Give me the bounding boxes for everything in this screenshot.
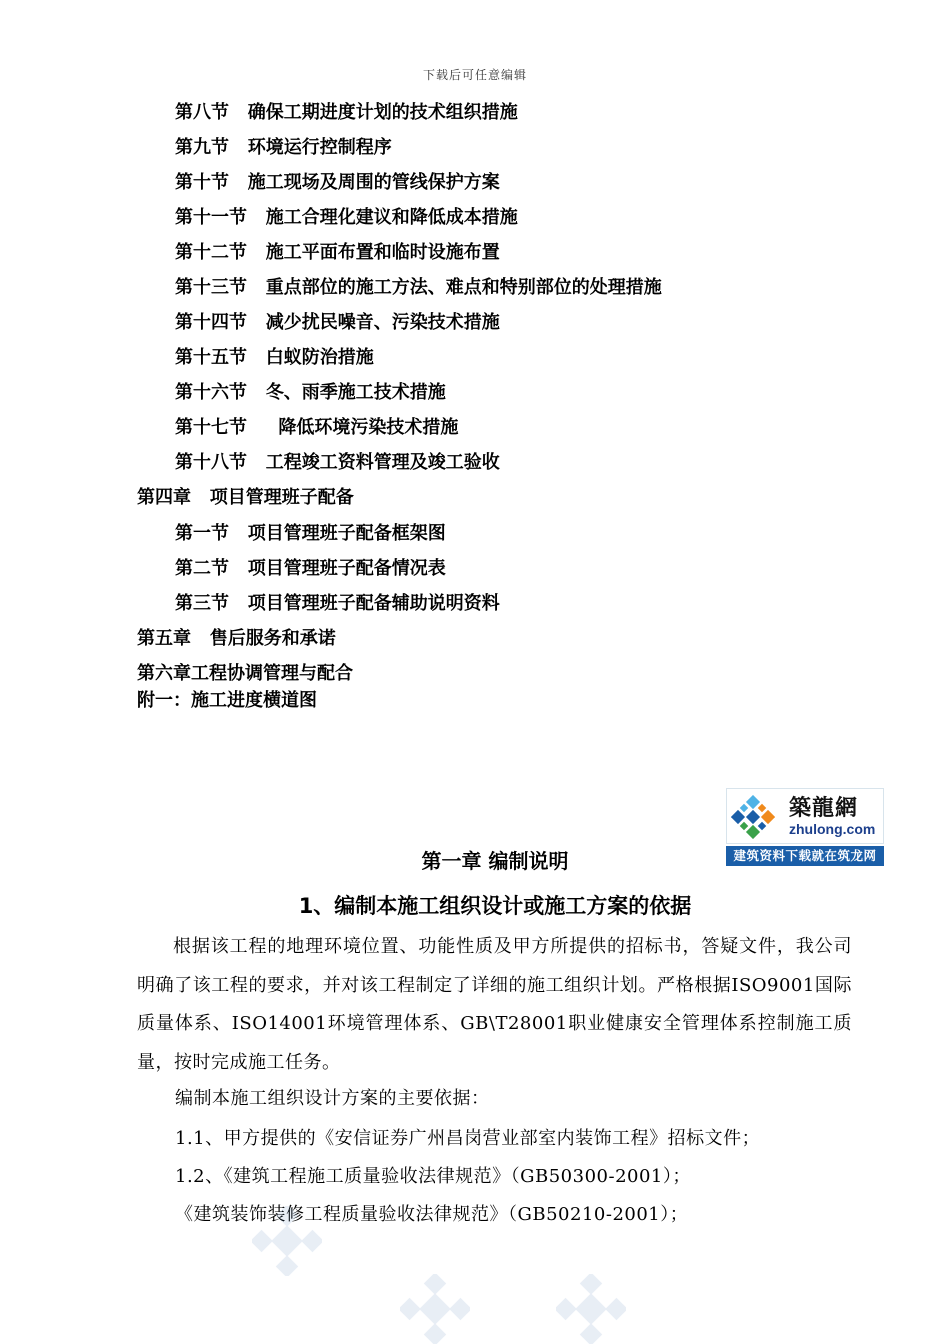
toc-item[interactable]: 第二节 项目管理班子配备情况表 bbox=[175, 558, 446, 579]
section-title: 1、编制本施工组织设计或施工方案的依据 bbox=[298, 894, 692, 918]
basis-intro: 编制本施工组织设计方案的主要依据： bbox=[175, 1088, 490, 1109]
toc-item[interactable]: 第九节 环境运行控制程序 bbox=[175, 137, 392, 158]
basis-item: 1.2、《建筑工程施工质量验收法律规范》（GB50300-2001）； bbox=[175, 1166, 691, 1187]
toc-item[interactable]: 第十二节 施工平面布置和临时设施布置 bbox=[175, 242, 500, 263]
toc-item[interactable]: 第十八节 工程竣工资料管理及竣工验收 bbox=[175, 452, 500, 473]
watermark-icon bbox=[252, 1206, 322, 1276]
toc-item[interactable]: 第十节 施工现场及周围的管线保护方案 bbox=[175, 172, 500, 193]
page-header: 下载后可任意编辑 bbox=[422, 68, 527, 82]
toc-item[interactable]: 第十五节 白蚁防治措施 bbox=[175, 347, 374, 368]
toc-item[interactable]: 第十七节 降低环境污染技术措施 bbox=[175, 417, 459, 438]
toc-item[interactable]: 第三节 项目管理班子配备辅助说明资料 bbox=[175, 593, 500, 614]
toc-chapter[interactable]: 第六章工程协调管理与配合 bbox=[137, 663, 353, 684]
basis-item: 《建筑装饰装修工程质量验收法律规范》（GB50210-2001）； bbox=[175, 1204, 689, 1225]
toc-item[interactable]: 第十一节 施工合理化建议和降低成本措施 bbox=[175, 207, 518, 228]
chapter-title: 第一章 编制说明 bbox=[421, 849, 569, 873]
basis-item: 1.1、甲方提供的《安信证券广州昌岗营业部室内装饰工程》招标文件； bbox=[175, 1128, 761, 1149]
toc-chapter[interactable]: 第五章 售后服务和承诺 bbox=[137, 628, 336, 649]
toc-item[interactable]: 第十六节 冬、雨季施工技术措施 bbox=[175, 382, 446, 403]
logo-panel bbox=[726, 788, 884, 844]
watermark-icon bbox=[400, 1274, 470, 1344]
snowflake-logo-icon bbox=[731, 795, 775, 839]
toc-item[interactable]: 第一节 项目管理班子配备框架图 bbox=[175, 523, 446, 544]
toc-item[interactable]: 第十四节 减少扰民噪音、污染技术措施 bbox=[175, 312, 500, 333]
logo-url: zhulong.com bbox=[789, 821, 876, 837]
toc-item[interactable]: 第十三节 重点部位的施工方法、难点和特别部位的处理措施 bbox=[175, 277, 662, 298]
toc-item[interactable]: 第八节 确保工期进度计划的技术组织措施 bbox=[175, 102, 518, 123]
body-paragraph: 根据该工程的地理环境位置、功能性质及甲方所提供的招标书，答疑文件，我公司明确了该工程的要求，并对该工程制定了详细的施工组织计划。严格根据ISO9001国际质量体系、ISO14001环境管理体系、GB\T28001职业健康安全管理体系控制施工质量，按时完成施工任务。 bbox=[137, 936, 852, 1073]
logo-name: 築龍網 bbox=[789, 795, 859, 821]
logo-slogan: 建筑资料下载就在筑龙网 bbox=[726, 846, 884, 866]
toc-chapter[interactable]: 第四章 项目管理班子配备 bbox=[137, 487, 354, 508]
watermark-icon bbox=[556, 1274, 626, 1344]
toc-chapter[interactable]: 附一：施工进度横道图 bbox=[137, 690, 317, 711]
